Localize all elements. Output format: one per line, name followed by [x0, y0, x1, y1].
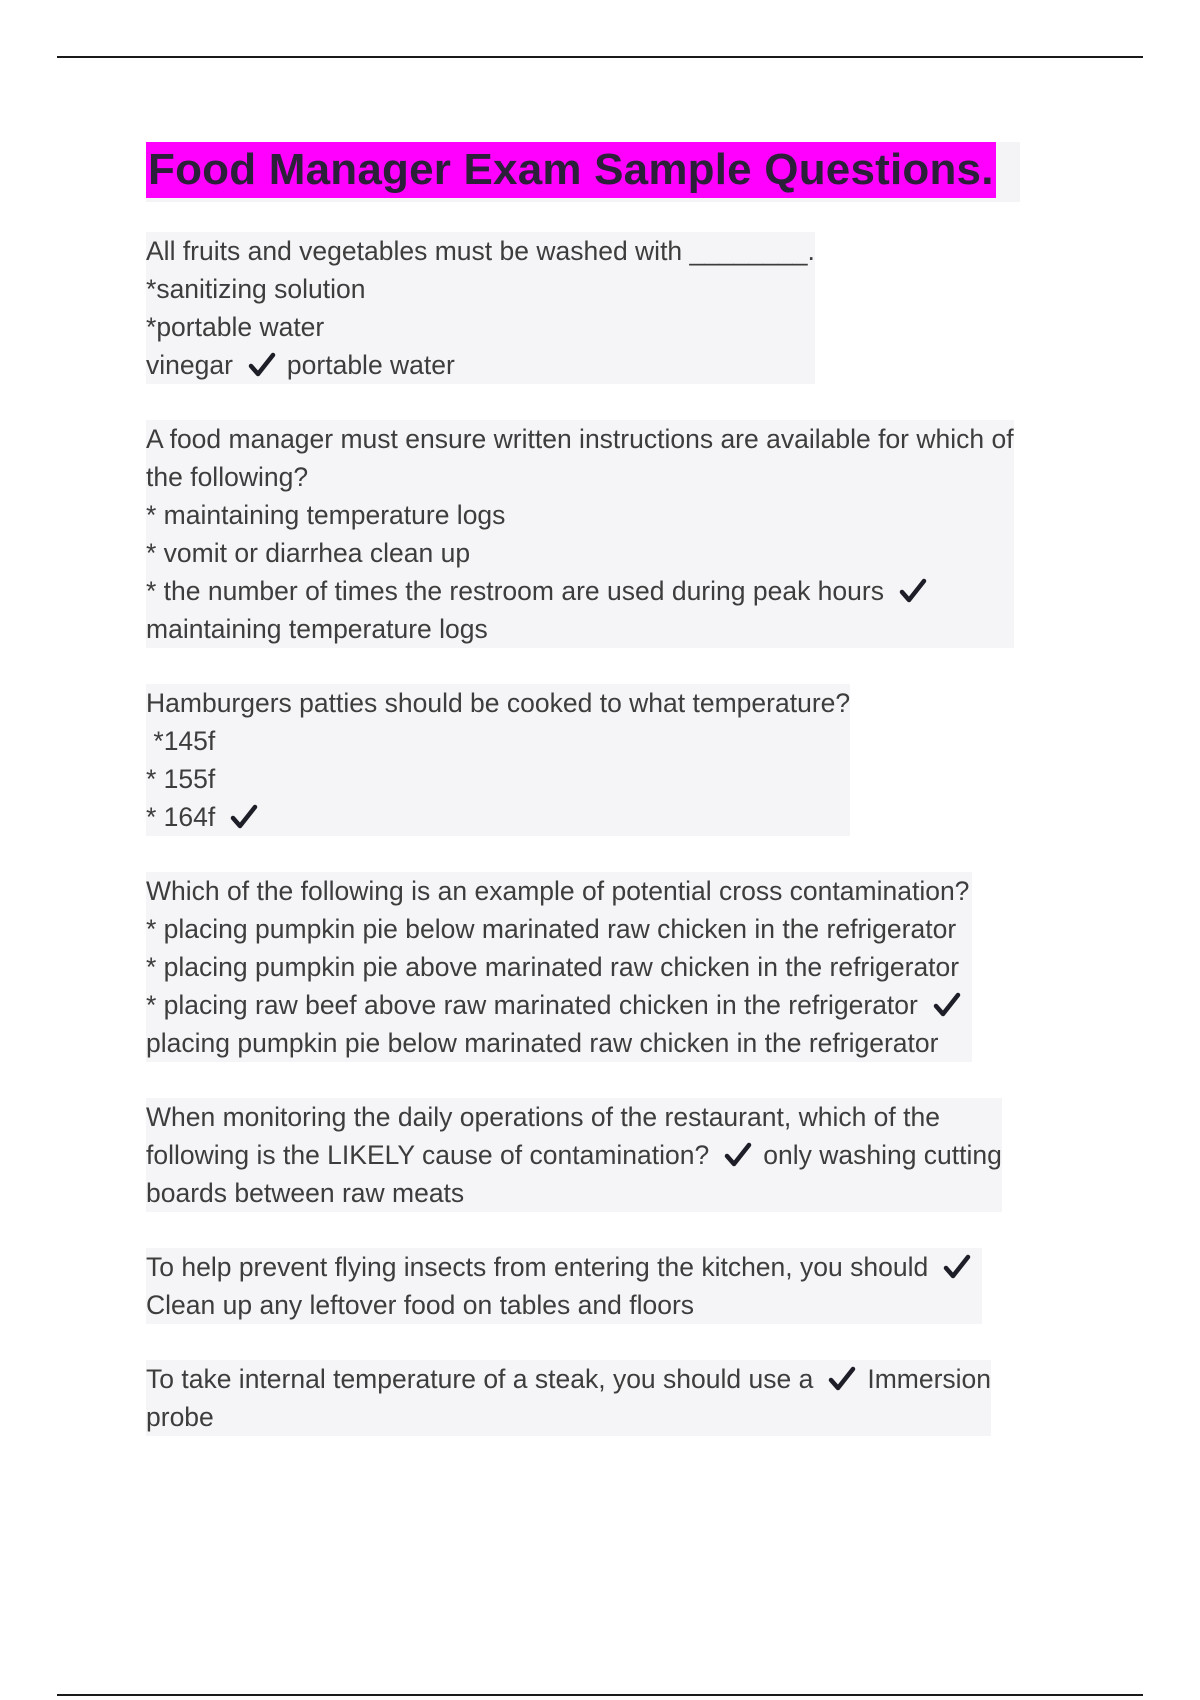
question-block-7	[146, 1360, 991, 1436]
answer-text: Immersion	[867, 1364, 992, 1394]
check-mark-icon	[898, 576, 928, 606]
title-highlight	[146, 142, 1020, 202]
check-mark-icon	[723, 1140, 753, 1170]
top-rule	[57, 56, 1143, 58]
question-text: All fruits and vegetables must be washed with ________.	[146, 236, 815, 266]
question-answer-line	[146, 1136, 1002, 1174]
option-answer-line	[146, 346, 815, 384]
question-text: To help prevent flying insects from entering the kitchen, you should	[146, 1252, 929, 1282]
question-text: Hamburgers patties should be cooked to what temperature?	[146, 688, 851, 718]
page-title: Food Manager Exam Sample Questions.	[146, 142, 996, 198]
question-block-5	[146, 1098, 1002, 1212]
question-block-4	[146, 872, 972, 1062]
bottom-rule	[57, 1694, 1143, 1696]
question-text: A food manager must ensure written instructions are available for which of	[146, 424, 1014, 454]
option-answer-line	[146, 798, 850, 836]
check-mark-icon	[827, 1364, 857, 1394]
check-mark-icon	[932, 990, 962, 1020]
option-text: * 155f	[146, 764, 216, 794]
check-mark-icon	[229, 802, 259, 832]
check-mark-icon	[247, 350, 277, 380]
option-text: *sanitizing solution	[146, 274, 366, 304]
question-block-3	[146, 684, 850, 836]
answer-text: Clean up any leftover food on tables and floors	[146, 1290, 695, 1320]
question-text: Which of the following is an example of potential cross contamination?	[146, 876, 970, 906]
question-block-2	[146, 420, 1014, 648]
option-text: * placing pumpkin pie below marinated raw chicken in the refrigerator	[146, 914, 957, 944]
answer-text: placing pumpkin pie below marinated raw chicken in the refrigerator	[146, 1028, 939, 1058]
document-page	[146, 142, 1076, 1472]
question-text: the following?	[146, 462, 309, 492]
question-block-6	[146, 1248, 982, 1324]
answer-text: boards between raw meats	[146, 1178, 465, 1208]
option-answer-line	[146, 572, 1014, 610]
option-text: * 164f	[146, 802, 216, 832]
question-answer-line	[146, 1248, 982, 1286]
option-text: *portable water	[146, 312, 325, 342]
option-text: * placing pumpkin pie above marinated raw chicken in the refrigerator	[146, 952, 960, 982]
answer-text: probe	[146, 1402, 214, 1432]
option-text: * vomit or diarrhea clean up	[146, 538, 471, 568]
answer-text: portable water	[286, 350, 455, 380]
option-text: * placing raw beef above raw marinated chicken in the refrigerator	[146, 990, 918, 1020]
question-block-1	[146, 232, 815, 384]
option-text: vinegar	[146, 350, 233, 380]
answer-text: only washing cutting	[763, 1140, 1002, 1170]
option-text: * the number of times the restroom are used during peak hours	[146, 576, 884, 606]
option-text: * maintaining temperature logs	[146, 500, 506, 530]
check-mark-icon	[942, 1252, 972, 1282]
option-answer-line	[146, 986, 972, 1024]
question-text: To take internal temperature of a steak, you should use a	[146, 1364, 814, 1394]
question-text: following is the LIKELY cause of contamination?	[146, 1140, 710, 1170]
question-answer-line	[146, 1360, 991, 1398]
answer-text: maintaining temperature logs	[146, 614, 488, 644]
question-text: When monitoring the daily operations of the restaurant, which of the	[146, 1102, 940, 1132]
option-text: *145f	[146, 726, 216, 756]
